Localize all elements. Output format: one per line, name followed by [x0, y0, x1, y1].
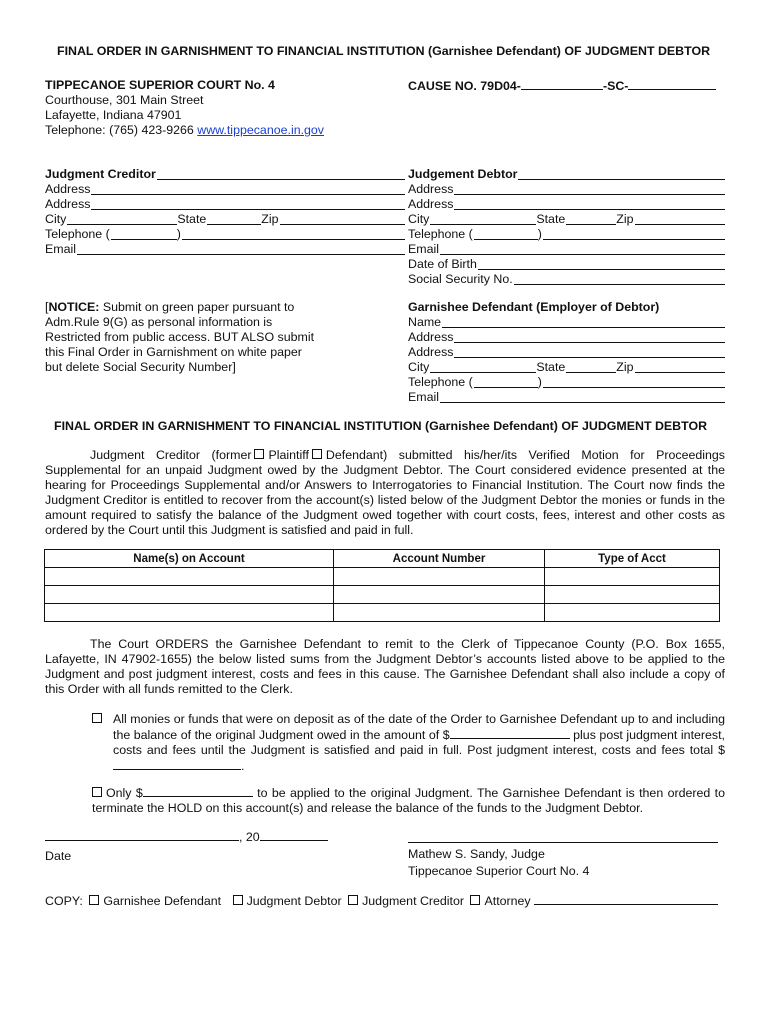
garnishee-address1-label: Address [408, 330, 454, 344]
copy-attorney-checkbox[interactable] [470, 895, 480, 905]
judge-name: Mathew S. Sandy, Judge [408, 847, 545, 861]
debtor-ssn-line[interactable] [514, 272, 725, 285]
creditor-telephone-label: Telephone ( [45, 227, 110, 241]
notice-block: [NOTICE: Submit on green paper pursuant to Adm.Rule 9(G) as personal information is Restricted from public access. BUT ALSO submit this Final Order in Garnishment on white paper but delete Social Security Number] [45, 300, 315, 374]
option-all-monies-text [113, 712, 725, 774]
court-address-line2: Lafayette, Indiana 47901 [45, 108, 182, 122]
creditor-email-label: Email [45, 242, 76, 256]
table-cell[interactable] [545, 604, 720, 622]
notice-line2: Adm.Rule 9(G) as personal information is [45, 315, 273, 329]
creditor-address2-line[interactable] [91, 197, 405, 210]
debtor-address2-line[interactable] [454, 197, 725, 210]
debtor-heading: Judgement Debtor [408, 167, 518, 181]
creditor-zip-label: Zip [261, 212, 279, 226]
only-amount-line[interactable] [143, 785, 253, 797]
creditor-zip-line[interactable] [280, 212, 406, 225]
table-cell[interactable] [334, 586, 545, 604]
creditor-state-label: State [177, 212, 207, 226]
table-cell[interactable] [45, 604, 334, 622]
date-label: Date [45, 849, 72, 863]
debtor-section [408, 167, 725, 287]
creditor-telephone-line[interactable] [182, 227, 405, 240]
creditor-state-line[interactable] [207, 212, 261, 225]
post-judgment-total-line[interactable] [113, 758, 241, 770]
creditor-heading: Judgment Creditor [45, 167, 156, 181]
garnishee-heading: Garnishee Defendant (Employer of Debtor) [408, 300, 660, 314]
col-names-on-account: Name(s) on Account [45, 550, 334, 568]
defendant-checkbox[interactable] [312, 449, 322, 459]
p1-plaintiff: Plaintiff [268, 448, 309, 462]
court-name: TIPPECANOE SUPERIOR COURT No. 4 [45, 78, 275, 92]
debtor-name-line[interactable] [518, 167, 725, 180]
creditor-city-label: City [45, 212, 67, 226]
table-row [45, 568, 720, 586]
cause-label: CAUSE NO. 79D04- [408, 79, 521, 93]
garnishee-section [408, 300, 725, 405]
table-header-row [45, 550, 720, 568]
court-website-link[interactable]: www.tippecanoe.in.gov [197, 123, 325, 137]
debtor-email-label: Email [408, 242, 439, 256]
garnishee-email-line[interactable] [440, 390, 725, 403]
table-cell[interactable] [334, 604, 545, 622]
cause-blank-1[interactable] [521, 78, 603, 90]
cause-blank-2[interactable] [628, 78, 716, 90]
debtor-telephone-line[interactable] [543, 227, 725, 240]
p1-body: Defendant) submitted his/her/its Verified Motion for Proceedings Supplemental for an unpaid Judgment owed by the Judgment Debtor. The Court considered evidence presented at the hearing for Proceedings Supplemental and/or Answers to Interrogatories to Financial Institution. The Court now finds the Judgment Creditor is entitled to recover from the account(s) listed below of the Judgment Debtor the monies or funds in the amount required to satisfy the balance of the Judgment owed together with court costs, fees, interest and other costs as ordered by the Court until this Judgment is satisfied and paid in full. [45, 448, 726, 537]
table-cell[interactable] [545, 586, 720, 604]
debtor-address1-label: Address [408, 182, 454, 196]
copy-attorney-label: Attorney [484, 894, 531, 908]
garnishee-address1-line[interactable] [454, 330, 725, 343]
option-all-monies-checkbox[interactable] [92, 713, 102, 723]
debtor-state-label: State [536, 212, 566, 226]
p1-intro: Judgment Creditor (former [90, 448, 252, 462]
table-row [45, 586, 720, 604]
copy-garnishee-label: Garnishee Defendant [103, 894, 222, 908]
notice-line1: Submit on green paper pursuant to [99, 300, 295, 314]
cause-number [408, 78, 716, 94]
judgment-amount-line[interactable] [450, 727, 570, 739]
creditor-city-line[interactable] [67, 212, 177, 225]
garnishee-telephone-line[interactable] [543, 375, 725, 388]
debtor-city-label: City [408, 212, 430, 226]
creditor-area-code-line[interactable] [111, 227, 177, 240]
creditor-name-line[interactable] [157, 167, 405, 180]
col-account-number: Account Number [334, 550, 545, 568]
opt1-part-b: plus post judgment interest, costs and fees until the Judgment is satisfied and paid in full. Post judgment interest, costs and fees total $ [113, 728, 725, 757]
opt2-part-a: Only $ [106, 786, 143, 800]
finding-paragraph [45, 448, 725, 538]
table-cell[interactable] [45, 586, 334, 604]
creditor-address1-line[interactable] [91, 182, 405, 195]
form-title: FINAL ORDER IN GARNISHMENT TO FINANCIAL INSTITUTION (Garnishee Defendant) OF JUDGMENT DEBTOR [57, 44, 711, 58]
garnishee-city-line[interactable] [430, 360, 536, 373]
notice-label: NOTICE: [48, 300, 100, 314]
order-paragraph: The Court ORDERS the Garnishee Defendant to remit to the Clerk of Tippecanoe County (P.O. Box 1655, Lafayette, IN 47902-1655) the below listed sums from the Judgment Debtor’s accounts listed above to be applied to the Judgment and post judgment interest, costs and fees in this cause. The Garnishee Defendant shall also include a copy of this Order with all funds remitted to the Clerk. [45, 637, 725, 696]
garnishee-city-label: City [408, 360, 430, 374]
garnishee-state-line[interactable] [566, 360, 616, 373]
copy-label: COPY: [45, 894, 83, 908]
year-blank-line[interactable] [260, 829, 328, 841]
date-blank-line[interactable] [45, 829, 239, 841]
debtor-zip-line[interactable] [635, 212, 726, 225]
garnishee-name-line[interactable] [442, 315, 725, 328]
garnishee-telephone-label: Telephone ( [408, 375, 473, 389]
option-all-monies-checkbox-wrap [92, 712, 106, 727]
garnishee-area-code-line[interactable] [474, 375, 538, 388]
debtor-state-line[interactable] [566, 212, 616, 225]
court-address-line1: Courthouse, 301 Main Street [45, 93, 204, 107]
table-cell[interactable] [334, 568, 545, 586]
judge-court: Tippecanoe Superior Court No. 4 [408, 864, 590, 878]
opt1-part-c: . [241, 759, 245, 773]
copy-garnishee-checkbox[interactable] [89, 895, 99, 905]
garnishee-name-label: Name [408, 315, 442, 329]
copy-creditor-label: Judgment Creditor [362, 894, 465, 908]
order-title: FINAL ORDER IN GARNISHMENT TO FINANCIAL INSTITUTION (Garnishee Defendant) OF JUDGMENT DEBTOR [54, 419, 708, 433]
option-only-checkbox[interactable] [92, 787, 102, 797]
notice-line3: Restricted from public access. BUT ALSO submit [45, 330, 315, 344]
creditor-address1-label: Address [45, 182, 91, 196]
creditor-section [45, 167, 405, 257]
accounts-table [44, 549, 720, 622]
cause-sc: -SC- [602, 79, 629, 93]
table-cell[interactable] [545, 568, 720, 586]
court-telephone: Telephone: (765) 423-9266 [45, 123, 194, 137]
garnishee-email-label: Email [408, 390, 439, 404]
copy-distribution [45, 893, 718, 909]
garnishee-address2-line[interactable] [454, 345, 725, 358]
debtor-city-line[interactable] [430, 212, 536, 225]
debtor-dob-label: Date of Birth [408, 257, 477, 271]
judge-signature-line[interactable] [408, 830, 718, 843]
debtor-email-line[interactable] [440, 242, 725, 255]
notice-line4: this Final Order in Garnishment on white paper [45, 345, 302, 359]
debtor-zip-label: Zip [616, 212, 634, 226]
table-row [45, 604, 720, 622]
debtor-telephone-label: Telephone ( [408, 227, 473, 241]
garnishee-state-label: State [536, 360, 566, 374]
opt2-part-b: to be applied to the original Judgment. The Garnishee Defendant is then ordered to terminate the HOLD on this account(s) and release the balance of the funds to the Judgment Debtor. [92, 786, 726, 815]
copy-debtor-label: Judgment Debtor [246, 894, 342, 908]
garnishee-zip-label: Zip [616, 360, 634, 374]
copy-attorney-line[interactable] [534, 893, 718, 905]
court-telephone-row [45, 123, 324, 138]
garnishee-zip-line[interactable] [635, 360, 726, 373]
debtor-address2-label: Address [408, 197, 454, 211]
col-type-of-acct: Type of Acct [545, 550, 720, 568]
opt1-part-a: All monies or funds that were on deposit as of the date of the Order to Garnishee Defendant up to and including the balance of the original Judgment owed in the amount of $ [113, 712, 725, 742]
notice-line5: but delete Social Security Number] [45, 360, 236, 374]
date-year-prefix: , 20 [239, 830, 260, 844]
date-line-row [45, 829, 328, 845]
garnishee-address2-label: Address [408, 345, 454, 359]
debtor-area-code-line[interactable] [474, 227, 538, 240]
debtor-paren: ) [537, 227, 542, 241]
creditor-paren: ) [176, 227, 181, 241]
garnishee-paren: ) [537, 375, 542, 389]
plaintiff-checkbox[interactable] [254, 449, 264, 459]
debtor-address1-line[interactable] [454, 182, 725, 195]
creditor-email-line[interactable] [77, 242, 405, 255]
table-cell[interactable] [45, 568, 334, 586]
option-only-text [92, 785, 725, 816]
copy-creditor-checkbox[interactable] [348, 895, 358, 905]
copy-debtor-checkbox[interactable] [233, 895, 243, 905]
creditor-address2-label: Address [45, 197, 91, 211]
debtor-ssn-label: Social Security No. [408, 272, 513, 286]
debtor-dob-line[interactable] [478, 257, 725, 270]
